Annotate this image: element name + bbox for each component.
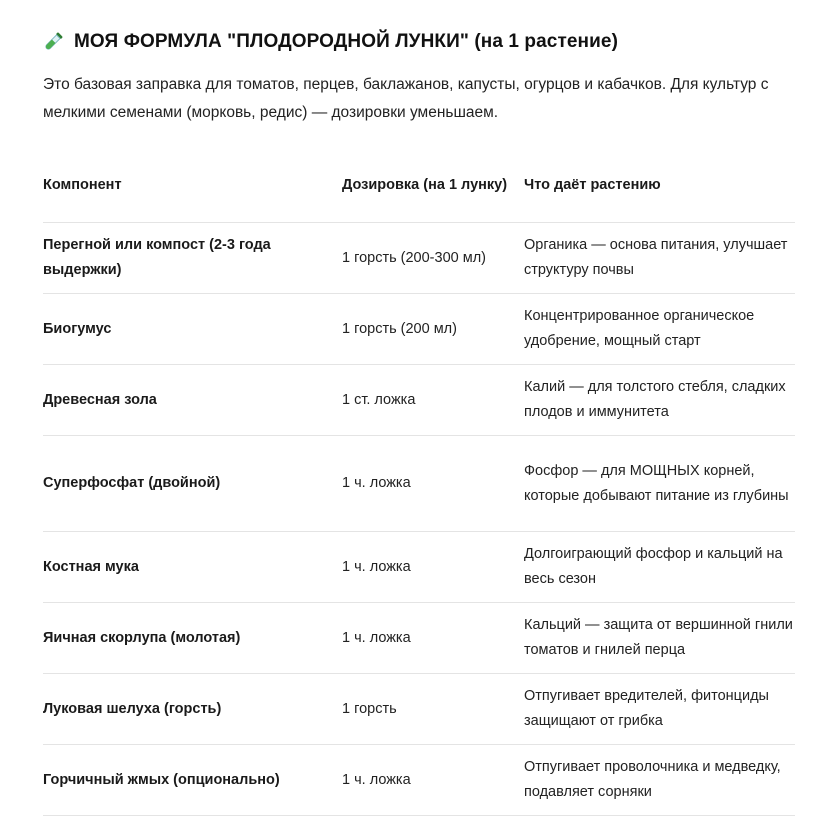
column-header-benefit: Что даёт растению — [524, 147, 795, 223]
component-cell: Костная мука — [43, 532, 342, 603]
formula-table — [43, 147, 795, 816]
intro-paragraph: Это базовая заправка для томатов, перцев, баклажанов, капусты, огурцов и кабачков. Для культур с мелкими семенами (морковь, редис) — дозировки уменьшаем. — [43, 76, 769, 121]
column-header-component: Компонент — [43, 147, 342, 223]
component-cell: Луковая шелуха (горсть) — [43, 674, 342, 745]
dose-cell: 1 ч. ложка — [342, 603, 524, 674]
section-heading — [41, 30, 794, 54]
benefit-cell: Долгоиграющий фосфор и кальций на весь сезон — [524, 532, 795, 603]
dose-cell: 1 ст. ложка — [342, 365, 524, 436]
table-row — [43, 436, 795, 532]
benefit-cell: Отпугивает проволочника и медведку, подавляет сорняки — [524, 745, 795, 816]
table-row — [43, 674, 795, 745]
table-row — [43, 603, 795, 674]
benefit-cell: Калий — для толстого стебля, сладких плодов и иммунитета — [524, 365, 795, 436]
dose-cell: 1 ч. ложка — [342, 532, 524, 603]
table-row — [43, 365, 795, 436]
dose-cell: 1 ч. ложка — [342, 436, 524, 532]
dose-cell: 1 горсть (200-300 мл) — [342, 223, 524, 294]
table-row — [43, 745, 795, 816]
page-title: МОЯ ФОРМУЛА "ПЛОДОРОДНОЙ ЛУНКИ" (на 1 растение) — [74, 31, 618, 52]
component-cell: Биогумус — [43, 294, 342, 365]
dose-cell: 1 горсть (200 мл) — [342, 294, 524, 365]
table-row — [43, 294, 795, 365]
dose-cell: 1 ч. ложка — [342, 745, 524, 816]
column-header-dose: Дозировка (на 1 лунку) — [342, 147, 524, 223]
test-tube-icon — [41, 30, 65, 54]
component-cell: Перегной или компост (2-3 года выдержки) — [43, 223, 342, 294]
benefit-cell: Отпугивает вредителей, фитонциды защищают от грибка — [524, 674, 795, 745]
table-row — [43, 532, 795, 603]
component-cell: Суперфосфат (двойной) — [43, 436, 342, 532]
component-cell: Древесная зола — [43, 365, 342, 436]
benefit-cell: Концентрированное органическое удобрение, мощный старт — [524, 294, 795, 365]
component-cell: Горчичный жмых (опционально) — [43, 745, 342, 816]
table-row — [43, 223, 795, 294]
table-header-row — [43, 147, 795, 223]
benefit-cell: Органика — основа питания, улучшает структуру почвы — [524, 223, 795, 294]
benefit-cell: Фосфор — для МОЩНЫХ корней, которые добывают питание из глубины — [524, 436, 795, 532]
dose-cell: 1 горсть — [342, 674, 524, 745]
benefit-cell: Кальций — защита от вершинной гнили томатов и гнилей перца — [524, 603, 795, 674]
component-cell: Яичная скорлупа (молотая) — [43, 603, 342, 674]
